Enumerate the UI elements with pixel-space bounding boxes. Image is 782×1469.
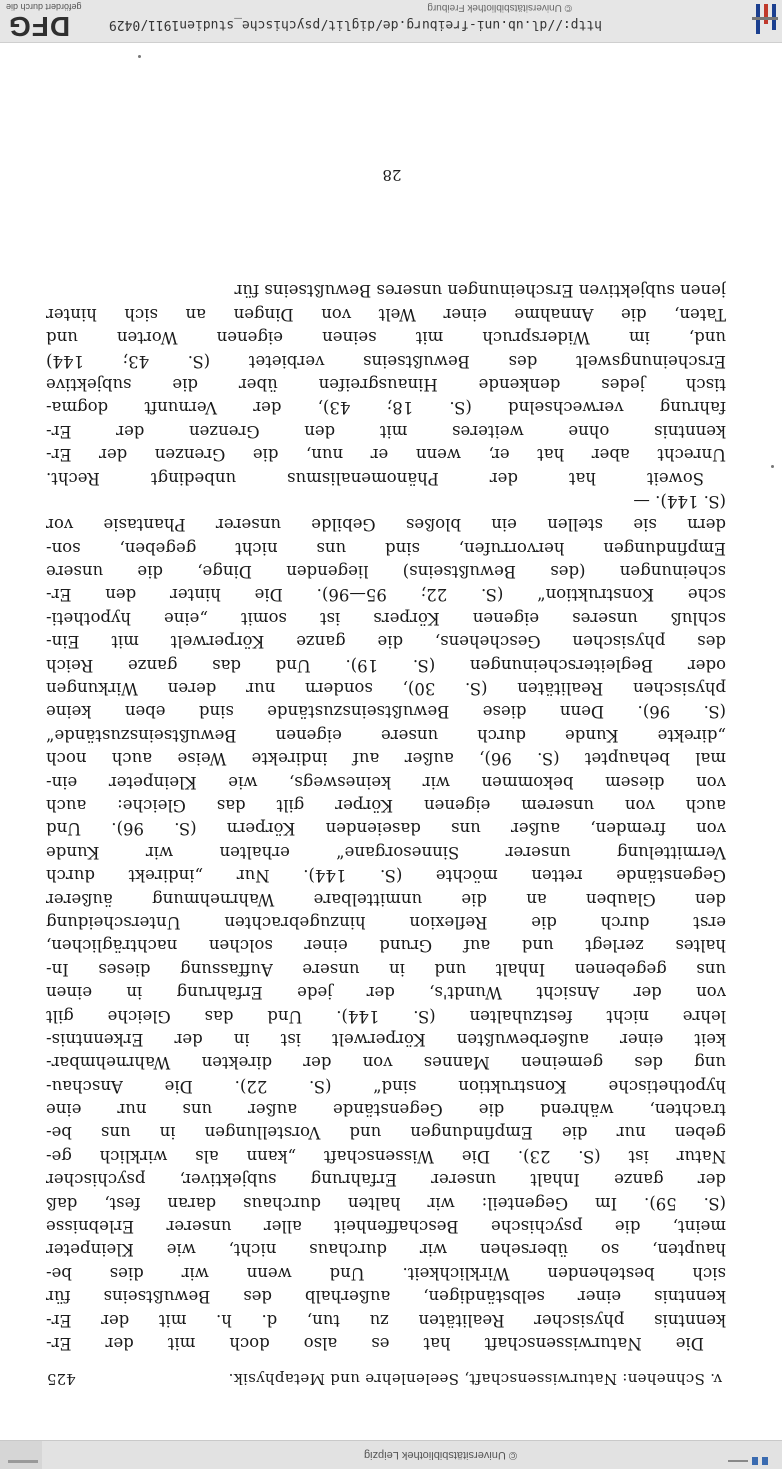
text-line: Erscheinungswelt des Bewußtseins verbietet (S. 43; 144) [46, 351, 726, 371]
text-line: Gegenstände retten möchte (S. 144). Nur „indirekt durch [46, 866, 726, 886]
flag-icon [740, 0, 782, 38]
text-line: der ganze Inhalt unserer Erfahrung subjektiver, psychischer [46, 1170, 726, 1190]
source-url[interactable]: http://dl.ub.uni-freiburg.de/diglit/psychische_studien1911/0429 [108, 17, 602, 32]
text-line: auch von unserem eigenen Körper gilt das Gleiche: auch [46, 796, 726, 816]
text-line: scheinungen (des Bewußtseins) liegenden Dinge, die unsere [46, 562, 726, 582]
text-line: Soweit hat der Phänomenalismus unbedingt Recht. [46, 468, 704, 488]
text-line: haupten, so übersehen wir durchaus nicht, wie Kleinpeter [46, 1240, 726, 1260]
text-line: Taten, die Annahme einer Welt von Dingen an sich hinter [46, 304, 726, 324]
text-line: keit einer außerbewußten Körperwelt ist in der Erkenntnis- [46, 1029, 726, 1049]
text-line: den Glauben an die unmittelbare Wahrnehmung äußerer [46, 889, 726, 909]
text-line: tisch jedes denkende Hinausgreifen über die subjektive [46, 374, 726, 394]
viewer-bottom-bar [0, 0, 782, 43]
text-line: von der Ansicht Wundt's, der jede Erfahrung in einen [46, 983, 726, 1003]
scan-speck [771, 465, 774, 468]
text-line: des physischen Geschehens, die ganze Körperwelt mit Ein- [46, 632, 726, 652]
text-line: dern sie stellen ein bloßes Gebilde unserer Phantasie vor [46, 515, 726, 535]
text-line: fahrung verwechselnd (S. 18; 43), der Vernunft dogma- [46, 398, 726, 418]
text-line: von fremden, außer uns daseienden Körpern (S. 96). Und [46, 819, 726, 839]
text-line: „direkte Kunde durch unsere eigenen Bewußtseinszustände“ [46, 725, 726, 745]
text-line: erst durch die Reflexion hinzugebrachten Unterscheidung [46, 912, 726, 932]
text-line: oder Begleiterscheinungen (S. 19). Und das ganze Reich [46, 655, 726, 675]
page-number: 425 [47, 1370, 76, 1388]
text-line: Vermittelung unserer Sinnesorgane“ erhalten wir Kunde [46, 842, 726, 862]
text-line: schluß unseres eigenen Körpers ist somit „eine hypotheti- [46, 608, 726, 628]
running-head [47, 1370, 722, 1388]
text-line: (S. 59). Im Gegenteil: wir halten durchaus daran fest, daß [46, 1193, 726, 1213]
running-head-title: v. Schnehen: Naturwissenschaft, Seelenlehre und Metaphysik. [228, 1370, 722, 1388]
text-line: haltes zerlegt und auf Grund einer solchen nachträglichen, [46, 936, 726, 956]
text-line: (S. 96). Denn diese Bewußtseinszustände sind eben keine [46, 702, 726, 722]
dfg-logo-caption: gefördert durch die [6, 2, 82, 12]
text-line: kenntnis einer selbständigen, außerhalb des Bewußtseins für [46, 1287, 726, 1307]
corner-decoration-icon [0, 1441, 42, 1469]
text-line: trachten, während die Gegenstände außer uns nur eine [46, 1100, 726, 1120]
footer-signature-number: 28 [382, 166, 402, 184]
library-credit: © Universitätsbibliothek Leipzig [363, 1449, 517, 1461]
text-line: Die Naturwissenschaft hat es also doch mit der Er- [46, 1334, 704, 1353]
text-line: (S. 144). — [633, 491, 726, 511]
text-line: Unrecht aber hat er, wenn er nun, die Grenzen der Er- [46, 445, 726, 465]
text-line: von diesem bekommen wir keineswegs, wie Kleinpeter ein- [46, 772, 726, 792]
text-line: meint, die psychische Beschaffenheit aller unserer Erlebnisse [46, 1217, 726, 1237]
viewer-top-bar [0, 1440, 782, 1469]
text-line: kenntnis physischer Realitäten zu tun, d. h. mit der Er- [46, 1310, 726, 1330]
text-line: ung des gemeinen Mannes von der direkten Wahrnehmbar- [46, 1053, 726, 1073]
text-line: lehre nicht festzuhalten (S. 144). Und das Gleiche gilt [46, 1006, 726, 1026]
text-line: sich bestehenden Wirklichkeit. Und wenn wir dies be- [46, 1263, 726, 1283]
text-line: sche Konstruktion“ (S. 22; 95—96). Die hinter den Er- [46, 585, 726, 605]
dfg-logo: DFG [8, 11, 71, 42]
text-line: hypothetische Konstruktion sind“ (S. 22). Die Anschau- [46, 1076, 726, 1096]
text-line: jenen subjektiven Erscheinungen unseres Bewußtseins für [234, 281, 726, 301]
source-library: © Universitätsbibliothek Freiburg [427, 2, 572, 13]
viewer-mark-icon [728, 1455, 768, 1467]
text-line: kenntnis ohne weiteres mit den Grenzen der Er- [46, 421, 726, 441]
text-line: und, im Widerspruch mit seinen eigenen Worten und [46, 328, 726, 348]
text-line: physischen Realitäten (S. 30), sondern nur deren Wirkungen [46, 679, 726, 699]
text-line: Natur ist (S. 23). Die Wissenschaft „kann als wirklich ge- [46, 1146, 726, 1166]
body-text [46, 279, 726, 1355]
text-line: geben nur die Empfindungen und Vorstellungen in uns be- [46, 1123, 726, 1143]
text-line: mal behauptet (S. 96), außer auf indirekte Weise auch noch [46, 749, 726, 769]
scan-speck [138, 55, 141, 58]
text-line: uns gegebenen Inhalt und in unsere Auffassung dieses In- [46, 959, 726, 979]
text-line: Empfindungen hervorrufen, sind uns nicht gegeben, son- [46, 538, 726, 558]
